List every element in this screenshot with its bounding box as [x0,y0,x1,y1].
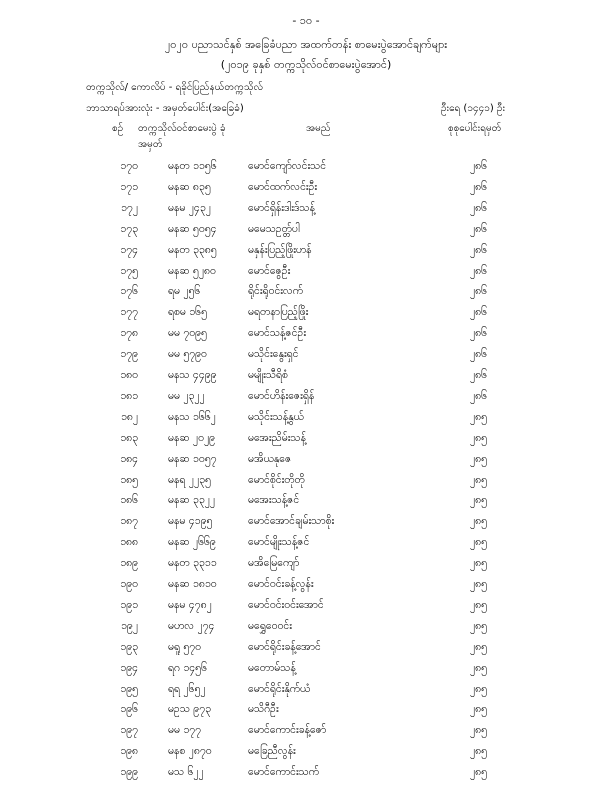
row-marks: ၂၈၅ [470,682,488,695]
row-marks: ၂၈၅ [470,410,488,423]
row-marks: ၂၈၅ [470,578,488,590]
row-name: မောင်ကောင်းသက် [248,766,320,779]
row-marks: ၂၈၅ [470,515,488,528]
row-number: ၁၉၈ [120,745,138,758]
row-marks: ၂၈၆ [470,348,488,361]
row-reg-no: မနရ ၂၂၃၅ [168,473,211,486]
row-number: ၁၇၆ [120,285,138,298]
table-row [0,223,612,243]
row-name: မောင်ထက်လင်းဦး [248,180,318,193]
row-reg-no: မနဆ ၂၀၂၉ [168,431,216,444]
row-reg-no: မနတ ၃၃၁၁ [168,557,217,570]
row-marks: ၂၈၅ [470,661,488,674]
table-row [0,745,612,765]
table-row [0,515,612,535]
table-row [0,348,612,368]
row-number: ၁၈၆ [120,494,138,507]
row-name: မမေသဥတ္တ်ပါ [248,222,300,235]
row-marks: ၂၈၆ [470,306,488,319]
row-marks: ၂၈၅ [470,494,488,507]
row-name: ရိုင်းရိုဝင်းလက် [248,285,304,298]
row-number: ၁၈၄ [120,452,138,465]
row-reg-no: ရဂ ၁၄၅၆ [168,661,207,674]
row-reg-no: မမ ၅၇၉၀ [168,348,207,361]
row-marks: ၂၈၆ [470,222,488,235]
row-marks: ၂၈၅ [470,431,488,444]
table-row [0,453,612,473]
row-number: ၁၉၂ [121,619,138,632]
row-marks: ၂၈၅ [470,598,488,611]
table-row [0,578,612,598]
row-reg-no: မဥသ ၉၇၃ [168,703,212,716]
row-number: ၁၇၀ [120,160,138,172]
header-name: အမည် [306,123,331,134]
row-number: ၁၉၉ [120,766,138,779]
row-number: ၁၉၅ [120,682,138,695]
row-number: ၁၇၉ [120,348,138,361]
table-row [0,327,612,347]
table-row [0,599,612,619]
table-row [0,390,612,410]
row-number: ၁၇၈ [120,327,138,340]
row-marks: ၂၈၆ [470,243,488,256]
row-reg-no: မနသ ၄၄၉၉ [168,369,217,381]
row-name: မောင်ရှိန်းဒါးဒ်သန့် [248,201,315,214]
row-name: မအိယနုဇေ [248,452,292,465]
row-name: မတောမ်သန့် [248,661,296,674]
row-name: မခြေညီလွန်း [248,745,296,758]
table-row [0,766,612,786]
row-name: မသိုင်းနွေးရှင် [248,348,299,361]
row-name: မသိုင်းသန့်နွယ် [248,410,304,423]
table-row [0,703,612,723]
row-marks: ၂၈၅ [470,536,488,549]
table-row [0,202,612,222]
row-marks: ၂၈၅ [470,640,488,653]
row-reg-no: မနဆ ၁၀၅၇ [168,452,217,465]
row-reg-no: မဟလ ၂၇၄ [168,619,215,632]
table-row [0,306,612,326]
row-name: မရွှေဝေဝင်း [248,619,292,632]
row-marks: ၂၈၆ [470,201,488,214]
table-row [0,557,612,577]
row-name: မောင်ကောင်းခန့်ဇော် [248,724,327,737]
row-number: ၁၇၃ [120,222,138,235]
row-marks: ၂၈၅ [470,452,488,465]
row-marks: ၂၈၆ [470,285,488,298]
row-number: ၁၇၁ [120,180,138,193]
row-number: ၁၉၆ [120,703,138,716]
row-reg-no: မနမ ၄၁၉၅ [168,515,213,528]
row-number: ၁၇၂ [121,201,138,214]
table-row [0,160,612,180]
row-marks: ၂၈၅ [470,473,488,486]
row-number: ၁၉၇ [120,724,138,737]
header-reg-no: တက္ကသိုလ်ဝင်စာမေးပွဲ ခုံအမှတ် [138,123,226,150]
table-row [0,724,612,744]
row-name: မောင်အောင်ချမ်းသာစိုး [248,515,335,528]
row-reg-no: မသ ၆၂၂ [168,766,204,779]
row-number: ၁၇၅ [120,264,138,277]
table-row [0,620,612,640]
row-name: မမျိုးသီရိစံ [248,369,288,381]
row-reg-no: မနဆ ၅၂၈၀ [168,264,216,277]
row-reg-no: မနတ ၁၁၅၆ [168,160,217,172]
row-marks: ၂၈၆ [470,327,488,340]
row-name: မောင်သန့်ဇင်ဦး [248,327,306,340]
table-row [0,641,612,661]
row-marks: ၂၈၆ [470,180,488,193]
table-row [0,265,612,285]
row-marks: ၂၈၆ [470,160,488,172]
table-row [0,181,612,201]
row-name: မရတနာပြည့်ဖြိုး [248,306,309,319]
table-row [0,536,612,556]
row-reg-no: မနဆ ၃၃၂၂ [168,494,216,507]
row-number: ၁၇၄ [120,243,138,256]
row-name: မအေးသန့်ဇင် [248,494,300,507]
university-location: တက္ကသိုလ်/ ကောလိပ် - ရခိုင်ပြည်နယ်တက္ကသိုလ် [86,82,263,93]
header-no: စဉ် [112,123,124,134]
row-name: မောင်ကျော်လင်းသင် [248,160,327,172]
row-number: ၁၈၈ [120,536,138,549]
table-row [0,474,612,494]
row-number: ၁၉၃ [120,640,138,653]
row-marks: ၂၈၅ [470,766,488,779]
row-reg-no: မနဆ ၈၃၅ [168,180,211,193]
row-marks: ၂၈၆ [470,369,488,381]
table-row [0,411,612,431]
row-number: ၁၉၁ [120,598,138,611]
row-marks: ၂၈၅ [470,724,488,737]
table-row [0,285,612,305]
row-marks: ၂၈၆ [470,389,488,402]
row-marks: ၂၈၅ [470,557,488,570]
subject-heading: ဘာသာရပ်အားလုံး - အမှတ်ပေါင်း(အခြေခံ) [86,103,244,114]
table-row [0,662,612,682]
table-row [0,369,612,389]
row-reg-no: ရရ ၂၆၅၂ [168,682,206,695]
row-name: မအေးညိမ်းသန့် [248,431,306,444]
row-name: မောင်ဝင်းဝင်းအောင် [248,598,324,611]
row-reg-no: မနစ ၂၈၇၀ [168,745,212,758]
row-name: မောင်မျိုးသန့်ဇင် [248,536,310,549]
row-name: မသိဂီဦး [248,703,279,716]
row-reg-no: မနမ ၂၄၃၂ [168,201,211,214]
quota-heading: ဦးရေ (၁၄၄၁) ဦး [440,103,505,114]
row-reg-no: မရူ ၅၇၀ [168,640,202,653]
row-name: မောင်ဇွေဦး [248,264,291,277]
row-reg-no: မနဆ ၅၀၅၄ [168,222,217,235]
row-reg-no: မနမ ၄၇၈၂ [168,598,212,611]
row-name: မောင်စိုင်းတိုတို [248,473,305,486]
row-marks: ၂၈၅ [470,703,488,716]
row-number: ၁၈၂ [120,410,138,423]
document-title: ၂၀၂၀ ပညာသင်နှစ် အခြေခံပညာ အထက်တန်း စာမေးပွဲအောင်ချက်များ [164,38,448,51]
row-marks: ၂၈၅ [470,619,488,632]
row-name: မောင်ရိုင်းနိုက်ယံ [248,682,311,695]
row-reg-no: မမ ၁၇၇ [168,724,202,737]
row-number: ၁၈၃ [120,431,138,444]
row-name: မောင်ဝင်းခန့်လွန်း [248,578,314,590]
table-row [0,244,612,264]
row-name: မောင်ဟိန်းဇေးရှိန် [248,389,315,402]
table-row [0,432,612,452]
table-row [0,683,612,703]
document-subtitle: (၂၀၁၉ ခုနှစ် တက္ကသိုလ်ဝင်စာမေးပွဲအောင်) [220,58,392,71]
header-marks: စုစုပေါင်းရမှတ် [448,123,502,134]
row-number: ၁၈၁ [120,389,138,402]
row-reg-no: မနဆ ၁၈၁၀ [168,578,217,590]
table-row [0,494,612,514]
row-number: ၁၉၀ [120,578,138,590]
row-name: မောင်ရိုင်းခန့်အောင် [248,640,321,653]
row-reg-no: ရမ ၂၅၆ [168,285,201,298]
row-reg-no: မနဆ ၂၆၆၉ [168,536,216,549]
row-reg-no: မမ ၇၀၉၅ [168,327,207,340]
row-name: မအိမြေကျော် [248,557,300,570]
row-number: ၁၇၇ [120,306,138,319]
row-number: ၁၉၄ [120,661,138,674]
row-number: ၁၈၉ [120,557,138,570]
row-marks: ၂၈၅ [470,745,488,758]
row-reg-no: မမ ၂၃၂၂ [168,389,205,402]
row-marks: ၂၈၆ [470,264,488,277]
row-reg-no: မနသ ၁၆၆၂ [168,410,216,423]
page-number: - ၁၀ - [292,14,320,27]
row-reg-no: မနတ ၃၃၈၅ [168,243,217,256]
row-reg-no: ရစမ ၁၆၅ [168,306,207,319]
row-name: မနှန်းပြည့်ဖြိုးဟန် [248,243,312,256]
row-number: ၁၈၀ [120,369,138,381]
row-number: ၁၈၅ [120,473,138,486]
row-number: ၁၈၇ [120,515,138,528]
